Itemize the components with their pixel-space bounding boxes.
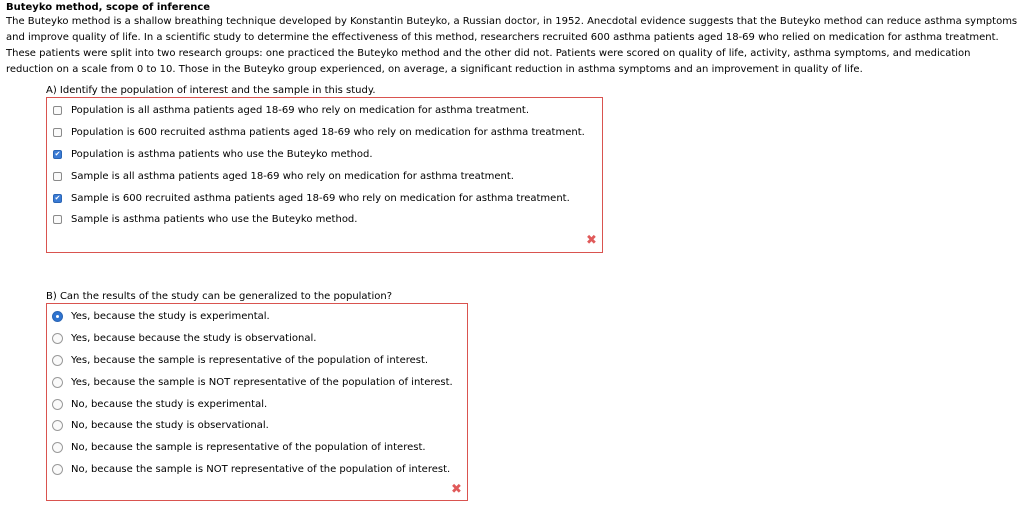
option-a-0-text: Population is all asthma patients aged 18-69 who rely on medication for asthma treatment. (71, 105, 530, 117)
incorrect-x-icon: ✖ (451, 482, 462, 497)
option-b-0-text: Yes, because the study is experimental. (71, 311, 270, 323)
option-b-3-text: Yes, because the sample is NOT representative of the population of interest. (71, 376, 453, 388)
question-b-label: B) Can the results of the study can be generalized to the population? (46, 291, 393, 302)
option-b-3[interactable] (46, 371, 453, 393)
checkbox[interactable] (53, 106, 62, 115)
question-a-options (46, 97, 585, 231)
option-a-5-text: Sample is asthma patients who use the Buteyko method. (71, 214, 358, 226)
radio-button[interactable] (52, 420, 63, 431)
option-a-3[interactable] (46, 165, 585, 187)
question-a (46, 84, 597, 248)
option-b-4-text: No, because the study is experimental. (71, 398, 268, 410)
problem-intro: The Buteyko method is a shallow breathing technique developed by Konstantin Buteyko, a Russian doctor, in 1952. Anecdotal evidence suggests that the Buteyko method can reduce asthma symptoms and improve quality of life. In a scientific study to determine the effectiveness of this method, researchers recruited 600 asthma patients aged 18-69 who relied on medication for asthma treatment. These patients were split into two research groups: one practiced the Buteyko method and the other did not. Patients were scored on quality of life, activity, asthma symptoms, and medication reduction on a scale from 0 to 10. Those in the Buteyko group experienced, on average, a significant reduction in asthma symptoms and an improvement in quality of life. (6, 16, 1018, 75)
checkmark-icon: ✔ (54, 149, 61, 158)
checkbox[interactable] (53, 194, 62, 203)
radio-button[interactable] (52, 311, 63, 322)
radio-button[interactable] (52, 464, 63, 475)
problem-title: Buteyko method, scope of inference (6, 2, 211, 13)
checkbox[interactable] (53, 150, 62, 159)
option-b-6-text: No, because the sample is representative of the population of interest. (71, 442, 426, 454)
option-a-5[interactable] (46, 209, 585, 231)
option-b-4[interactable] (46, 393, 453, 415)
radio-button[interactable] (52, 355, 63, 366)
checkbox[interactable] (53, 215, 62, 224)
checkbox[interactable] (53, 128, 62, 137)
checkmark-icon: ✔ (54, 193, 61, 202)
option-b-5[interactable] (46, 415, 453, 437)
option-a-0[interactable] (46, 100, 585, 122)
question-a-label: A) Identify the population of interest and the sample in this study. (46, 85, 376, 96)
option-b-5-text: No, because the study is observational. (71, 420, 269, 432)
option-b-1-text: Yes, because because the study is observational. (71, 333, 317, 345)
option-b-1[interactable] (46, 328, 453, 350)
option-a-2-text: Population is asthma patients who use the Buteyko method. (71, 148, 373, 160)
radio-dot-icon (56, 315, 59, 318)
incorrect-x-icon: ✖ (586, 233, 597, 248)
radio-button[interactable] (52, 377, 63, 388)
option-b-2-text: Yes, because the sample is representative of the population of interest. (71, 354, 429, 366)
question-b (46, 290, 462, 497)
option-a-1-text: Population is 600 recruited asthma patients aged 18-69 who rely on medication for asthma treatment. (71, 127, 585, 139)
radio-button[interactable] (52, 333, 63, 344)
option-a-4-text: Sample is 600 recruited asthma patients aged 18-69 who rely on medication for asthma treatment. (71, 192, 570, 204)
option-a-3-text: Sample is all asthma patients aged 18-69 who rely on medication for asthma treatment. (71, 170, 514, 182)
option-b-2[interactable] (46, 350, 453, 372)
option-b-7-text: No, because the sample is NOT representative of the population of interest. (71, 463, 451, 475)
radio-button[interactable] (52, 442, 63, 453)
question-b-options (46, 303, 453, 480)
option-b-6[interactable] (46, 437, 453, 459)
option-a-1[interactable] (46, 122, 585, 144)
option-a-4[interactable] (46, 187, 585, 209)
checkbox[interactable] (53, 172, 62, 181)
option-a-2[interactable] (46, 144, 585, 166)
radio-button[interactable] (52, 399, 63, 410)
option-b-0[interactable] (46, 306, 453, 328)
option-b-7[interactable] (46, 459, 453, 481)
